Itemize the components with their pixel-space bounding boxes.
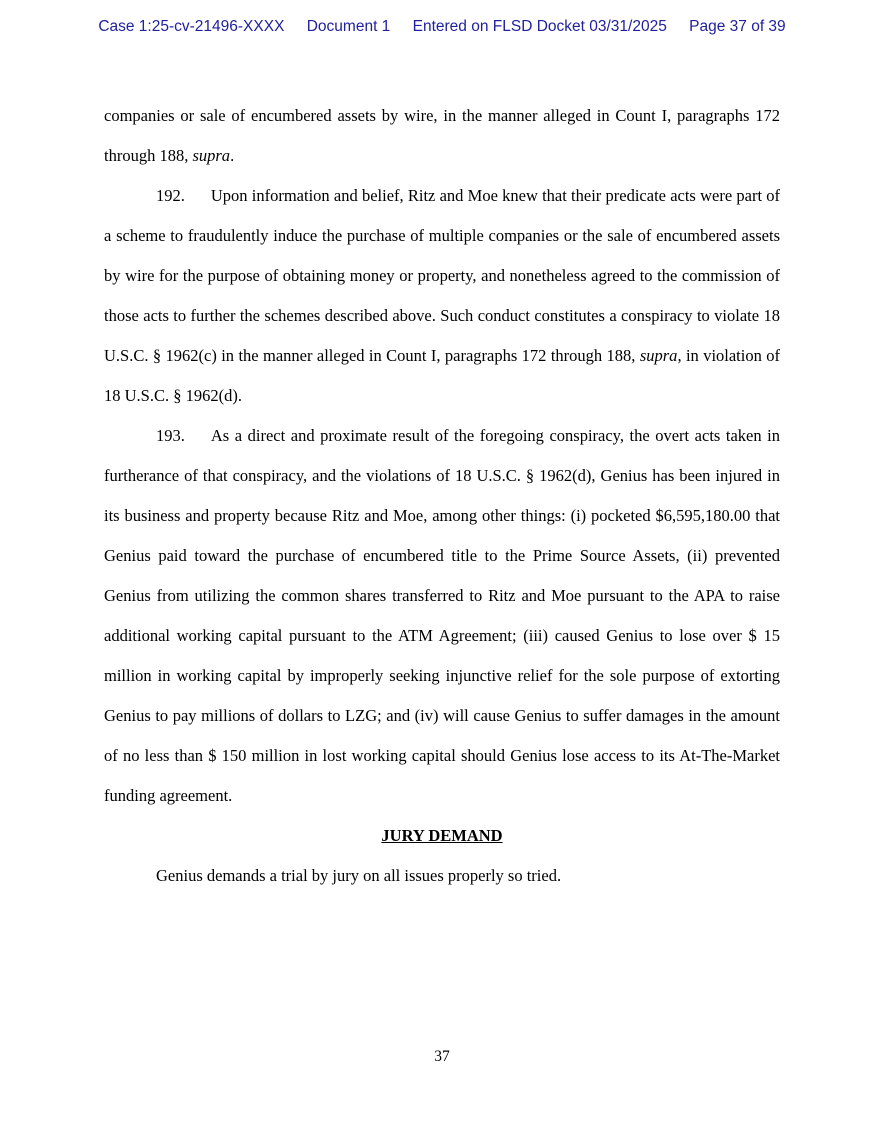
- text-run: Upon information and belief, Ritz and Moe knew that their predicate acts were part of a scheme to fraudulently induce the purchase of multiple companies or the sale of encumbered assets by wire for the purpose of obtaining money or property, and nonetheless agreed to the commission of those acts to further the schemes described above. Such conduct constitutes a conspiracy to violate 18 U.S.C. § 1962(c) in the manner alleged in Count I, paragraphs 172 through 188,: [104, 186, 780, 365]
- italic-text-run: supra: [639, 346, 678, 365]
- page-number: 37: [434, 1048, 450, 1065]
- text-run: .: [230, 146, 235, 165]
- paragraph: [104, 96, 780, 176]
- docket-header-entered: Entered on FLSD Docket 03/31/2025: [412, 18, 667, 35]
- docket-header-document: Document 1: [306, 18, 391, 35]
- italic-text-run: supra: [192, 146, 231, 165]
- paragraph-number: 193.: [156, 426, 185, 445]
- text-run: As a direct and proximate result of the foregoing conspiracy, the overt acts taken in furtherance of that conspiracy, and the violations of 18 U.S.C. § 1962(d), Genius has been injured in its business and property because Ritz and Moe, among other things: (i) pocketed $6,595,180.00 that Genius paid toward the purchase of encumbered title to the Prime Source Assets, (ii) prevented Genius from utilizing the common shares transferred to Ritz and Moe pursuant to the APA to raise additional working capital pursuant to the ATM Agreement; (iii) caused Genius to lose over $ 15 million in working capital by improperly seeking injunctive relief for the sole purpose of extorting Genius to pay millions of dollars to LZG; and (iv) will cause Genius to suffer damages in the amount of no less than $ 150 million in lost working capital should Genius lose access to its At-The-Market funding agreement.: [104, 426, 780, 805]
- text-run: companies or sale of encumbered assets by wire, in the manner alleged in Count I, paragraphs 172 through 188,: [104, 106, 780, 165]
- text-run: , in violation of 18 U.S.C. § 1962(d).: [104, 346, 780, 405]
- paragraph: [104, 176, 780, 416]
- paragraph-number: 192.: [156, 186, 185, 205]
- docket-header-case: Case 1:25-cv-21496-XXXX: [98, 18, 285, 35]
- text-run: Genius demands a trial by jury on all issues properly so tried.: [156, 866, 562, 885]
- jury-demand-heading: JURY DEMAND: [381, 826, 503, 845]
- paragraph: [104, 416, 780, 816]
- docket-header-page: Page 37 of 39: [689, 18, 786, 35]
- document-body: [104, 96, 780, 896]
- docket-header: [0, 18, 884, 36]
- paragraph: [104, 856, 780, 896]
